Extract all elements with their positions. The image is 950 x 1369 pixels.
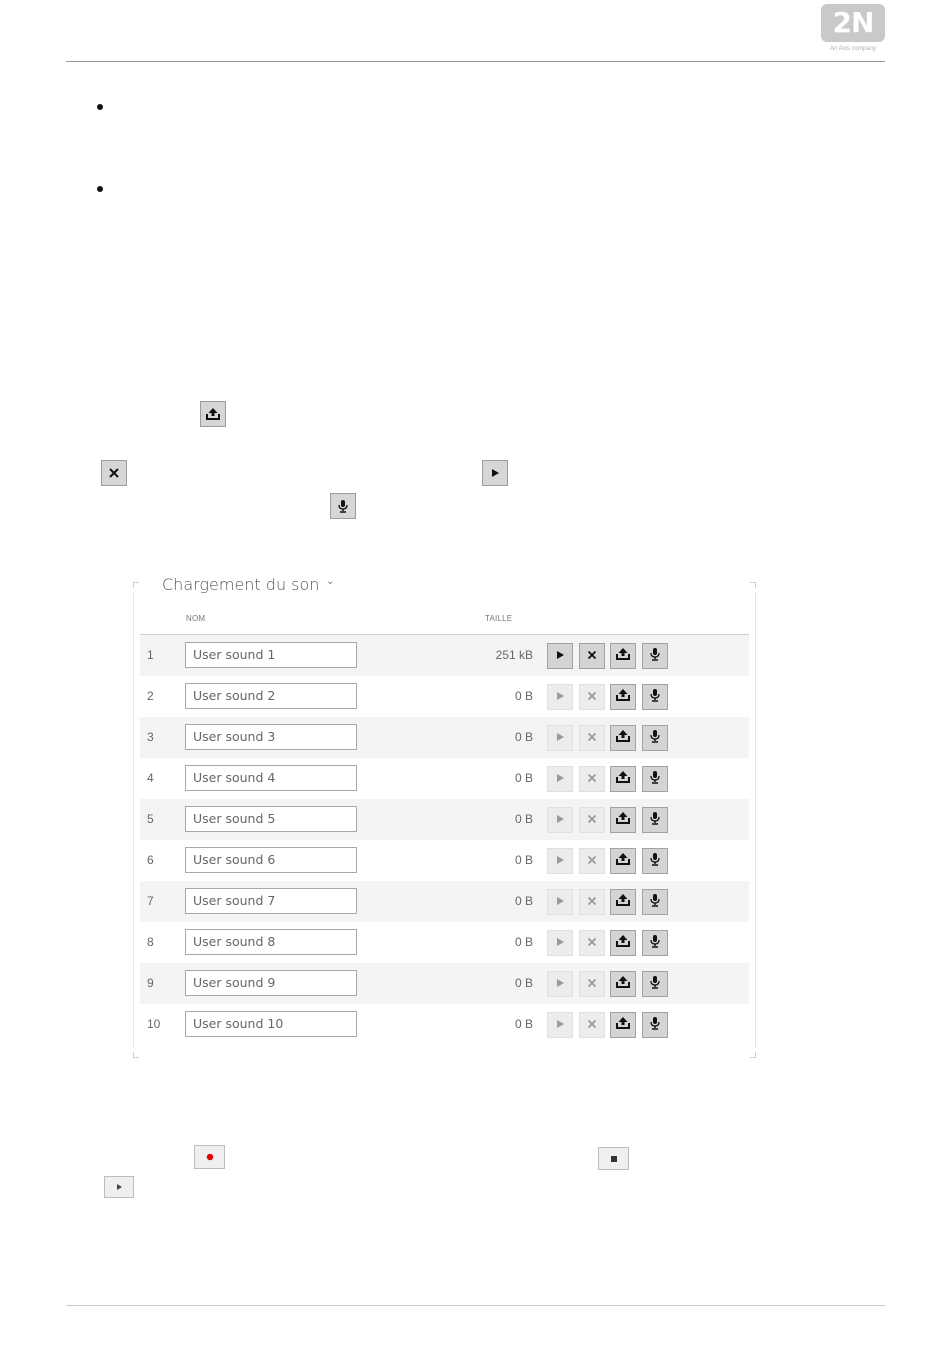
play-icon xyxy=(555,688,565,706)
table-row xyxy=(140,963,749,1004)
stop-icon xyxy=(598,1147,629,1170)
record-button[interactable] xyxy=(642,766,668,792)
record-dot-icon xyxy=(194,1145,225,1169)
delete-button[interactable] xyxy=(579,684,605,710)
delete-button[interactable] xyxy=(579,807,605,833)
file-size: 0 B xyxy=(514,730,533,744)
row-number: 8 xyxy=(147,935,154,949)
file-size: 0 B xyxy=(514,935,533,949)
row-number: 5 xyxy=(147,812,154,826)
play-icon xyxy=(104,1176,134,1198)
microphone-icon xyxy=(649,811,661,830)
row-number: 4 xyxy=(147,771,154,785)
sound-name-input[interactable]: User sound 2 xyxy=(185,683,357,709)
record-button[interactable] xyxy=(642,889,668,915)
row-number: 7 xyxy=(147,894,154,908)
delete-button[interactable] xyxy=(579,725,605,751)
play-icon xyxy=(555,975,565,993)
close-icon xyxy=(587,770,597,788)
close-icon xyxy=(587,893,597,911)
file-size: 251 kB xyxy=(495,648,533,662)
microphone-icon xyxy=(649,729,661,748)
play-button[interactable] xyxy=(547,725,573,751)
sound-name-input[interactable]: User sound 3 xyxy=(185,724,357,750)
upload-icon xyxy=(615,975,631,994)
sound-name-input[interactable]: User sound 5 xyxy=(185,806,357,832)
column-header-name: NOM xyxy=(186,614,206,623)
file-size: 0 B xyxy=(514,894,533,908)
row-number: 2 xyxy=(147,689,154,703)
upload-icon xyxy=(615,934,631,953)
microphone-icon xyxy=(330,493,356,519)
play-button[interactable] xyxy=(547,930,573,956)
delete-button[interactable] xyxy=(579,848,605,874)
microphone-icon xyxy=(649,893,661,912)
microphone-icon xyxy=(649,852,661,871)
upload-button[interactable] xyxy=(610,889,636,915)
record-button[interactable] xyxy=(642,971,668,997)
table-row xyxy=(140,799,749,840)
sound-name-input[interactable]: User sound 1 xyxy=(185,642,357,668)
play-icon xyxy=(555,934,565,952)
microphone-icon xyxy=(649,647,661,666)
play-icon xyxy=(555,770,565,788)
file-size: 0 B xyxy=(514,976,533,990)
delete-button[interactable] xyxy=(579,766,605,792)
delete-button[interactable] xyxy=(579,889,605,915)
row-number: 1 xyxy=(147,648,154,662)
record-button[interactable] xyxy=(642,807,668,833)
file-size: 0 B xyxy=(514,853,533,867)
play-icon xyxy=(555,729,565,747)
close-icon xyxy=(587,852,597,870)
sound-name-input[interactable]: User sound 10 xyxy=(185,1011,357,1037)
play-icon xyxy=(555,893,565,911)
upload-icon xyxy=(615,811,631,830)
record-button[interactable] xyxy=(642,725,668,751)
table-row xyxy=(140,840,749,881)
file-size: 0 B xyxy=(514,689,533,703)
sound-name-input[interactable]: User sound 4 xyxy=(185,765,357,791)
upload-icon xyxy=(615,688,631,707)
close-icon xyxy=(587,811,597,829)
close-icon xyxy=(587,729,597,747)
table-row xyxy=(140,635,749,676)
upload-icon xyxy=(615,893,631,912)
file-size: 0 B xyxy=(514,812,533,826)
brand-tagline: An Axis company xyxy=(829,46,877,52)
delete-button[interactable] xyxy=(579,1012,605,1038)
play-button[interactable] xyxy=(547,1012,573,1038)
upload-button[interactable] xyxy=(610,930,636,956)
table-row xyxy=(140,922,749,963)
table-row xyxy=(140,676,749,717)
table-row xyxy=(140,881,749,922)
delete-button[interactable] xyxy=(579,643,605,669)
upload-icon xyxy=(200,401,226,427)
sound-name-input[interactable]: User sound 9 xyxy=(185,970,357,996)
chevron-down-icon[interactable]: ⌄ xyxy=(326,576,335,587)
upload-button[interactable] xyxy=(610,725,636,751)
upload-button[interactable] xyxy=(610,684,636,710)
record-button[interactable] xyxy=(642,684,668,710)
upload-icon xyxy=(615,852,631,871)
row-number: 10 xyxy=(147,1017,161,1031)
upload-button[interactable] xyxy=(610,971,636,997)
bullet-2 xyxy=(97,186,103,192)
close-icon xyxy=(587,1016,597,1034)
microphone-icon xyxy=(649,975,661,994)
close-icon xyxy=(587,688,597,706)
upload-button[interactable] xyxy=(610,807,636,833)
row-number: 6 xyxy=(147,853,154,867)
brand-logo: 2N xyxy=(821,4,885,42)
play-button[interactable] xyxy=(547,766,573,792)
microphone-icon xyxy=(649,1016,661,1035)
header-divider xyxy=(66,61,885,62)
upload-icon xyxy=(615,770,631,789)
panel-title: Chargement du son xyxy=(162,575,320,594)
close-icon xyxy=(587,975,597,993)
record-button[interactable] xyxy=(642,930,668,956)
table-row xyxy=(140,758,749,799)
row-number: 9 xyxy=(147,976,154,990)
upload-button[interactable] xyxy=(610,643,636,669)
upload-icon xyxy=(615,729,631,748)
play-button[interactable] xyxy=(547,848,573,874)
upload-button[interactable] xyxy=(610,766,636,792)
sound-table-body xyxy=(140,635,749,1045)
play-icon xyxy=(555,811,565,829)
delete-button[interactable] xyxy=(579,930,605,956)
microphone-icon xyxy=(649,934,661,953)
file-size: 0 B xyxy=(514,1017,533,1031)
file-size: 0 B xyxy=(514,771,533,785)
sound-upload-panel xyxy=(133,575,756,1058)
play-button[interactable] xyxy=(547,643,573,669)
play-button[interactable] xyxy=(547,807,573,833)
close-icon xyxy=(101,460,127,486)
column-header-size: TAILLE xyxy=(485,614,513,623)
bullet-1 xyxy=(97,104,103,110)
sound-name-input[interactable]: User sound 7 xyxy=(185,888,357,914)
table-row xyxy=(140,1004,749,1045)
upload-icon xyxy=(615,1016,631,1035)
upload-button[interactable] xyxy=(610,848,636,874)
close-icon xyxy=(587,647,597,665)
play-button[interactable] xyxy=(547,684,573,710)
sound-name-input[interactable]: User sound 8 xyxy=(185,929,357,955)
play-icon xyxy=(555,1016,565,1034)
play-button[interactable] xyxy=(547,971,573,997)
sound-name-input[interactable]: User sound 6 xyxy=(185,847,357,873)
record-button[interactable] xyxy=(642,848,668,874)
microphone-icon xyxy=(649,770,661,789)
play-button[interactable] xyxy=(547,889,573,915)
play-icon xyxy=(555,647,565,665)
close-icon xyxy=(587,934,597,952)
record-button[interactable] xyxy=(642,643,668,669)
record-button[interactable] xyxy=(642,1012,668,1038)
microphone-icon xyxy=(649,688,661,707)
row-number: 3 xyxy=(147,730,154,744)
upload-button[interactable] xyxy=(610,1012,636,1038)
upload-icon xyxy=(615,647,631,666)
footer-divider xyxy=(66,1305,885,1306)
play-icon xyxy=(555,852,565,870)
table-row xyxy=(140,717,749,758)
delete-button[interactable] xyxy=(579,971,605,997)
play-icon xyxy=(482,460,508,486)
